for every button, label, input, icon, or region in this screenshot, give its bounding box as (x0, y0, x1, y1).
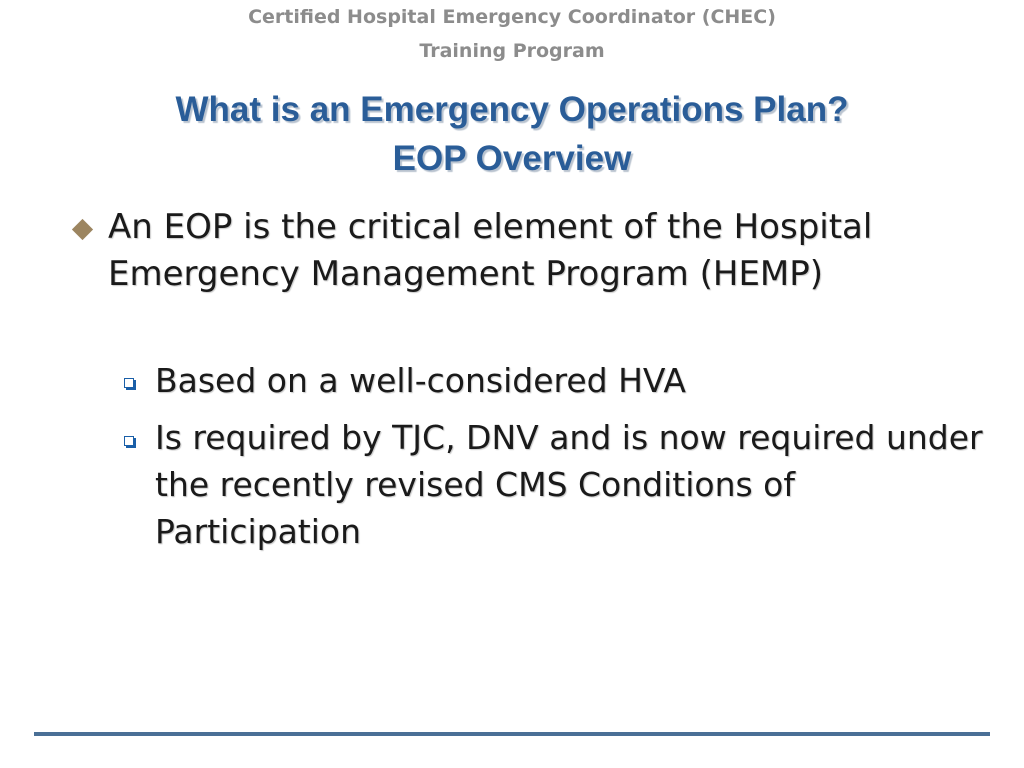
footer-divider (34, 732, 990, 736)
course-title: Certified Hospital Emergency Coordinator (CHEC) (248, 6, 776, 28)
sub-bullet-text: Is required by TJC, DNV and is now required under the recently revised CMS Conditions of Participation (155, 418, 983, 551)
diamond-bullet-icon (72, 219, 93, 240)
main-bullet-text: An EOP is the critical element of the Hospital Emergency Management Program (HEMP) (108, 207, 873, 294)
slide-title: What is an Emergency Operations Plan? (175, 90, 849, 129)
square-bullet-icon (124, 436, 134, 446)
square-bullet-icon (124, 378, 134, 388)
sub-bullet-text: Based on a well-considered HVA (155, 361, 686, 400)
slide-subtitle: EOP Overview (392, 139, 632, 178)
course-subtitle: Training Program (419, 40, 605, 62)
